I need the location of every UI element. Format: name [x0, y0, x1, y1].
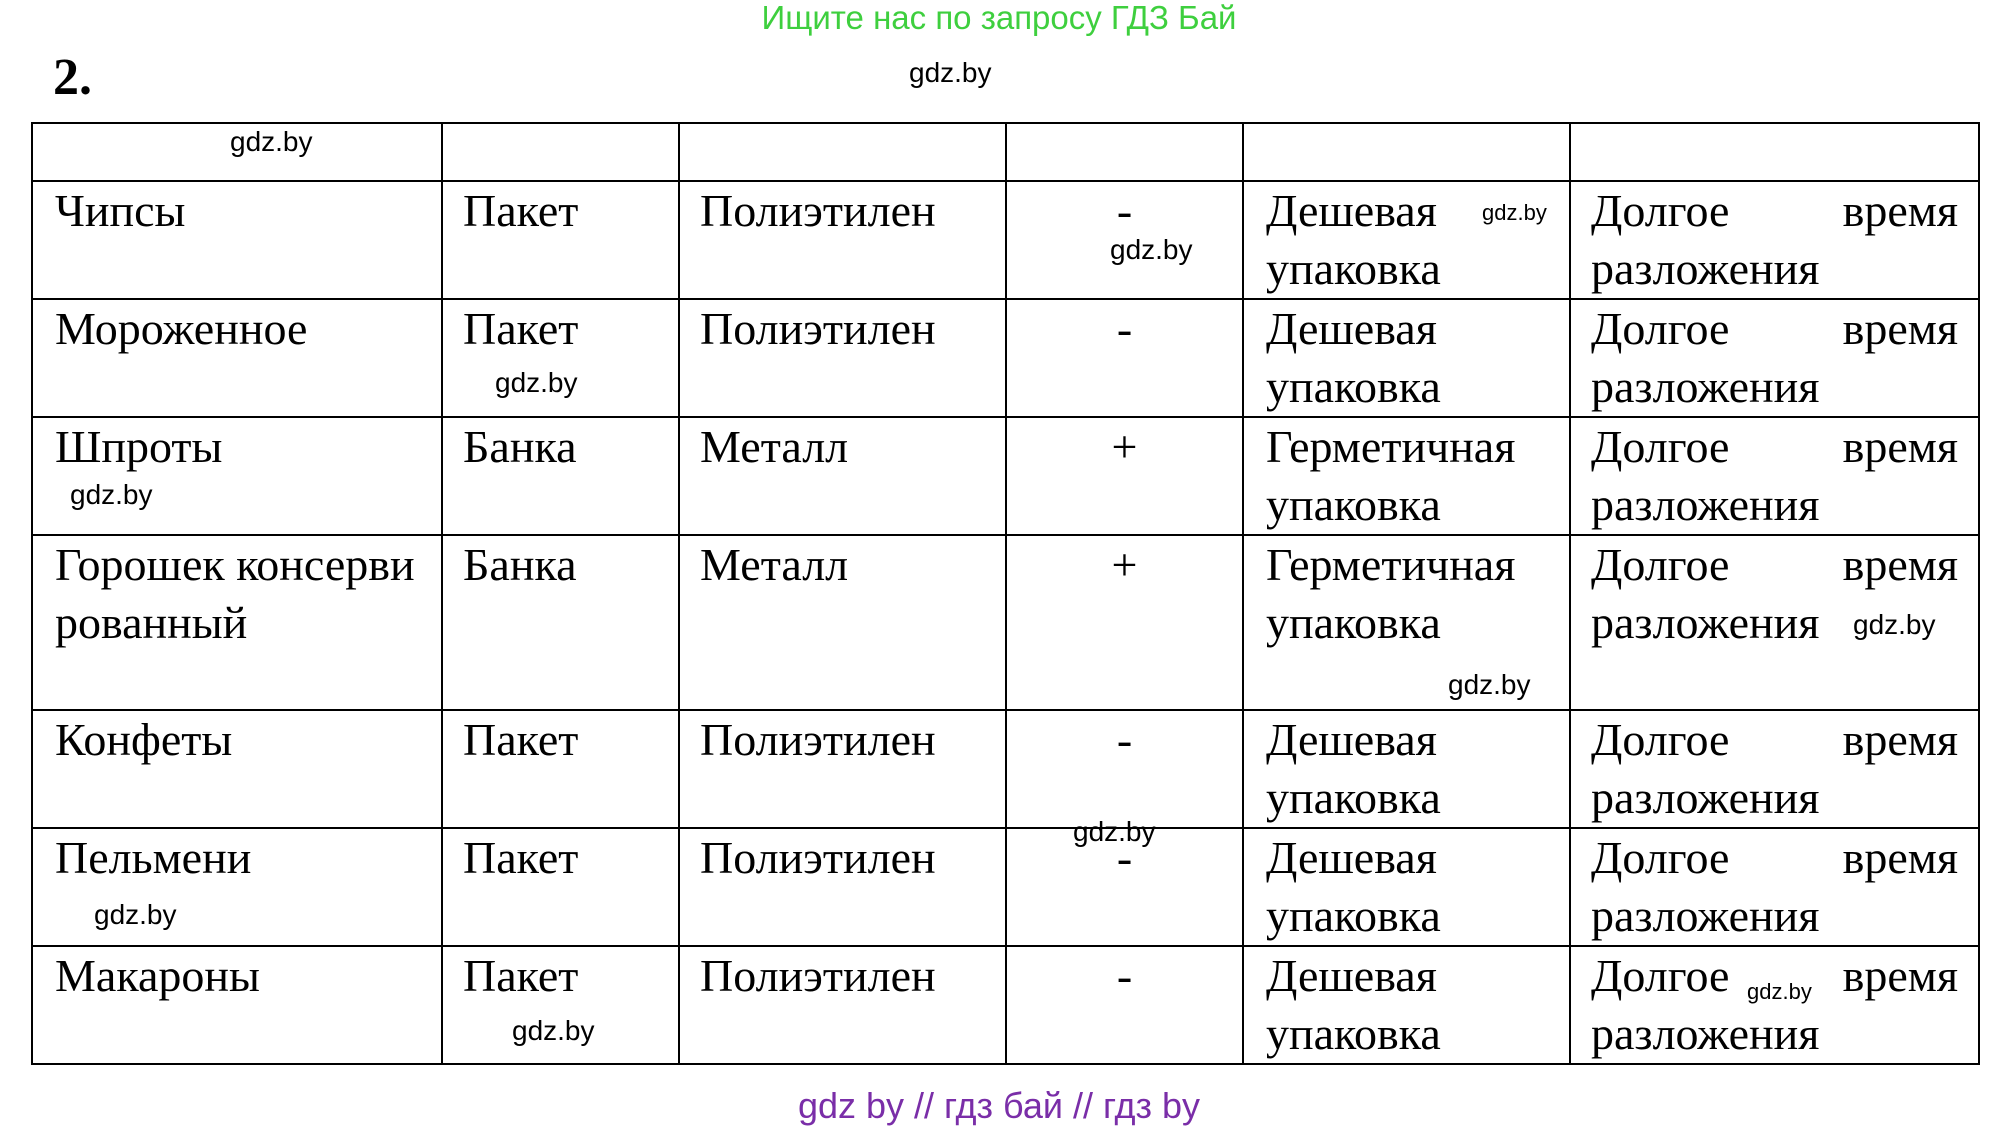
reason-line-2: упаковка: [1266, 479, 1441, 530]
product-cell: Чипсы: [32, 181, 442, 299]
watermark: gdz.by: [1482, 200, 1547, 225]
drawback-word: время: [1842, 185, 1958, 236]
watermark: gdz.by: [909, 57, 992, 88]
reason-line-2: упаковка: [1266, 772, 1441, 823]
drawback-line-2: разложения: [1591, 243, 1820, 294]
material-cell: Полиэтилен: [679, 710, 1006, 828]
material-cell: Полиэтилен: [679, 946, 1006, 1064]
drawback-line-2: разложения: [1591, 479, 1820, 530]
header-cell: [1006, 123, 1243, 181]
watermark: gdz.by: [94, 899, 177, 930]
table-row: [32, 417, 1979, 535]
drawback-cell: [1570, 710, 1979, 828]
reason-line-1: Герметичная: [1266, 539, 1516, 590]
product-cell: Конфеты: [32, 710, 442, 828]
drawback-line-1: [1591, 418, 1958, 476]
package-cell: Пакет: [442, 828, 679, 946]
watermark: gdz.by: [1110, 234, 1193, 265]
package-cell: Пакет: [442, 946, 679, 1064]
drawback-line-1: [1591, 829, 1958, 887]
drawback-word: Долгое: [1591, 950, 1730, 1001]
product-cell: Пельмени: [32, 828, 442, 946]
sign-cell: -: [1006, 181, 1243, 299]
sign-cell: +: [1006, 535, 1243, 710]
drawback-line-1: [1591, 182, 1958, 240]
drawback-word: время: [1842, 950, 1958, 1001]
table-header-row: [32, 123, 1979, 181]
table-row: [32, 828, 1979, 946]
drawback-line-1: [1591, 536, 1958, 594]
reason-line-1: Дешевая: [1266, 950, 1437, 1001]
drawback-word: Долгое: [1591, 832, 1730, 883]
table-row: [32, 710, 1979, 828]
sign-cell: -: [1006, 946, 1243, 1064]
drawback-cell: [1570, 828, 1979, 946]
watermark: gdz.by: [1853, 609, 1936, 640]
reason-line-1: Дешевая: [1266, 303, 1437, 354]
package-cell: Пакет: [442, 181, 679, 299]
drawback-word: Долгое: [1591, 421, 1730, 472]
product-cell: Горошек консервированный: [32, 535, 442, 710]
drawback-line-2: разложения: [1591, 1008, 1820, 1059]
drawback-line-2: разложения: [1591, 772, 1820, 823]
package-cell: Пакет: [442, 299, 679, 417]
package-cell: Банка: [442, 535, 679, 710]
package-cell: Пакет: [442, 710, 679, 828]
drawback-word: Долгое: [1591, 185, 1730, 236]
drawback-word: Долгое: [1591, 303, 1730, 354]
reason-line-1: Дешевая: [1266, 185, 1437, 236]
reason-cell: [1243, 710, 1570, 828]
reason-line-1: Герметичная: [1266, 421, 1516, 472]
drawback-word: время: [1842, 832, 1958, 883]
product-cell: Мороженное: [32, 299, 442, 417]
sign-cell: -: [1006, 710, 1243, 828]
sign-cell: -: [1006, 299, 1243, 417]
reason-cell: [1243, 946, 1570, 1064]
drawback-word: время: [1842, 714, 1958, 765]
drawback-line-2: разложения: [1591, 597, 1820, 648]
sign-cell: -: [1006, 828, 1243, 946]
drawback-line-1: [1591, 711, 1958, 769]
material-cell: Полиэтилен: [679, 181, 1006, 299]
drawback-word: время: [1842, 539, 1958, 590]
reason-line-2: упаковка: [1266, 597, 1441, 648]
material-cell: Полиэтилен: [679, 299, 1006, 417]
material-cell: Металл: [679, 417, 1006, 535]
watermark: gdz.by: [1073, 816, 1156, 847]
reason-line-2: упаковка: [1266, 361, 1441, 412]
drawback-cell: [1570, 299, 1979, 417]
drawback-line-2: разложения: [1591, 890, 1820, 941]
watermark: gdz.by: [70, 479, 153, 510]
header-cell: [1243, 123, 1570, 181]
sign-cell: +: [1006, 417, 1243, 535]
watermark: gdz.by: [230, 126, 313, 157]
product-cell: Шпроты: [32, 417, 442, 535]
header-cell: [442, 123, 679, 181]
watermark: gdz.by: [1448, 669, 1531, 700]
drawback-word: время: [1842, 303, 1958, 354]
watermark: gdz.by: [495, 367, 578, 398]
watermark: gdz.by: [512, 1015, 595, 1046]
material-cell: Полиэтилен: [679, 828, 1006, 946]
reason-line-1: Дешевая: [1266, 714, 1437, 765]
header-cell: [1570, 123, 1979, 181]
packaging-table: [31, 122, 1980, 1065]
table-row: [32, 946, 1979, 1064]
top-banner: Ищите нас по запросу ГДЗ Бай: [761, 0, 1237, 36]
reason-cell: [1243, 828, 1570, 946]
package-cell: Банка: [442, 417, 679, 535]
reason-line-1: Дешевая: [1266, 832, 1437, 883]
table-row: [32, 181, 1979, 299]
material-cell: Металл: [679, 535, 1006, 710]
watermark: gdz.by: [1747, 979, 1812, 1004]
table-row: [32, 535, 1979, 710]
product-cell: Макароны: [32, 946, 442, 1064]
reason-cell: [1243, 299, 1570, 417]
reason-line-2: упаковка: [1266, 1008, 1441, 1059]
reason-cell: [1243, 417, 1570, 535]
reason-line-2: упаковка: [1266, 890, 1441, 941]
drawback-word: Долгое: [1591, 714, 1730, 765]
table-row: [32, 299, 1979, 417]
reason-line-2: упаковка: [1266, 243, 1441, 294]
drawback-line-1: [1591, 300, 1958, 358]
task-number: 2.: [53, 49, 92, 106]
drawback-cell: [1570, 417, 1979, 535]
drawback-line-2: разложения: [1591, 361, 1820, 412]
drawback-word: Долгое: [1591, 539, 1730, 590]
drawback-word: время: [1842, 421, 1958, 472]
drawback-cell: [1570, 181, 1979, 299]
header-cell: [679, 123, 1006, 181]
footer-links: gdz by // гдз бай // гдз by: [797, 1085, 1201, 1126]
